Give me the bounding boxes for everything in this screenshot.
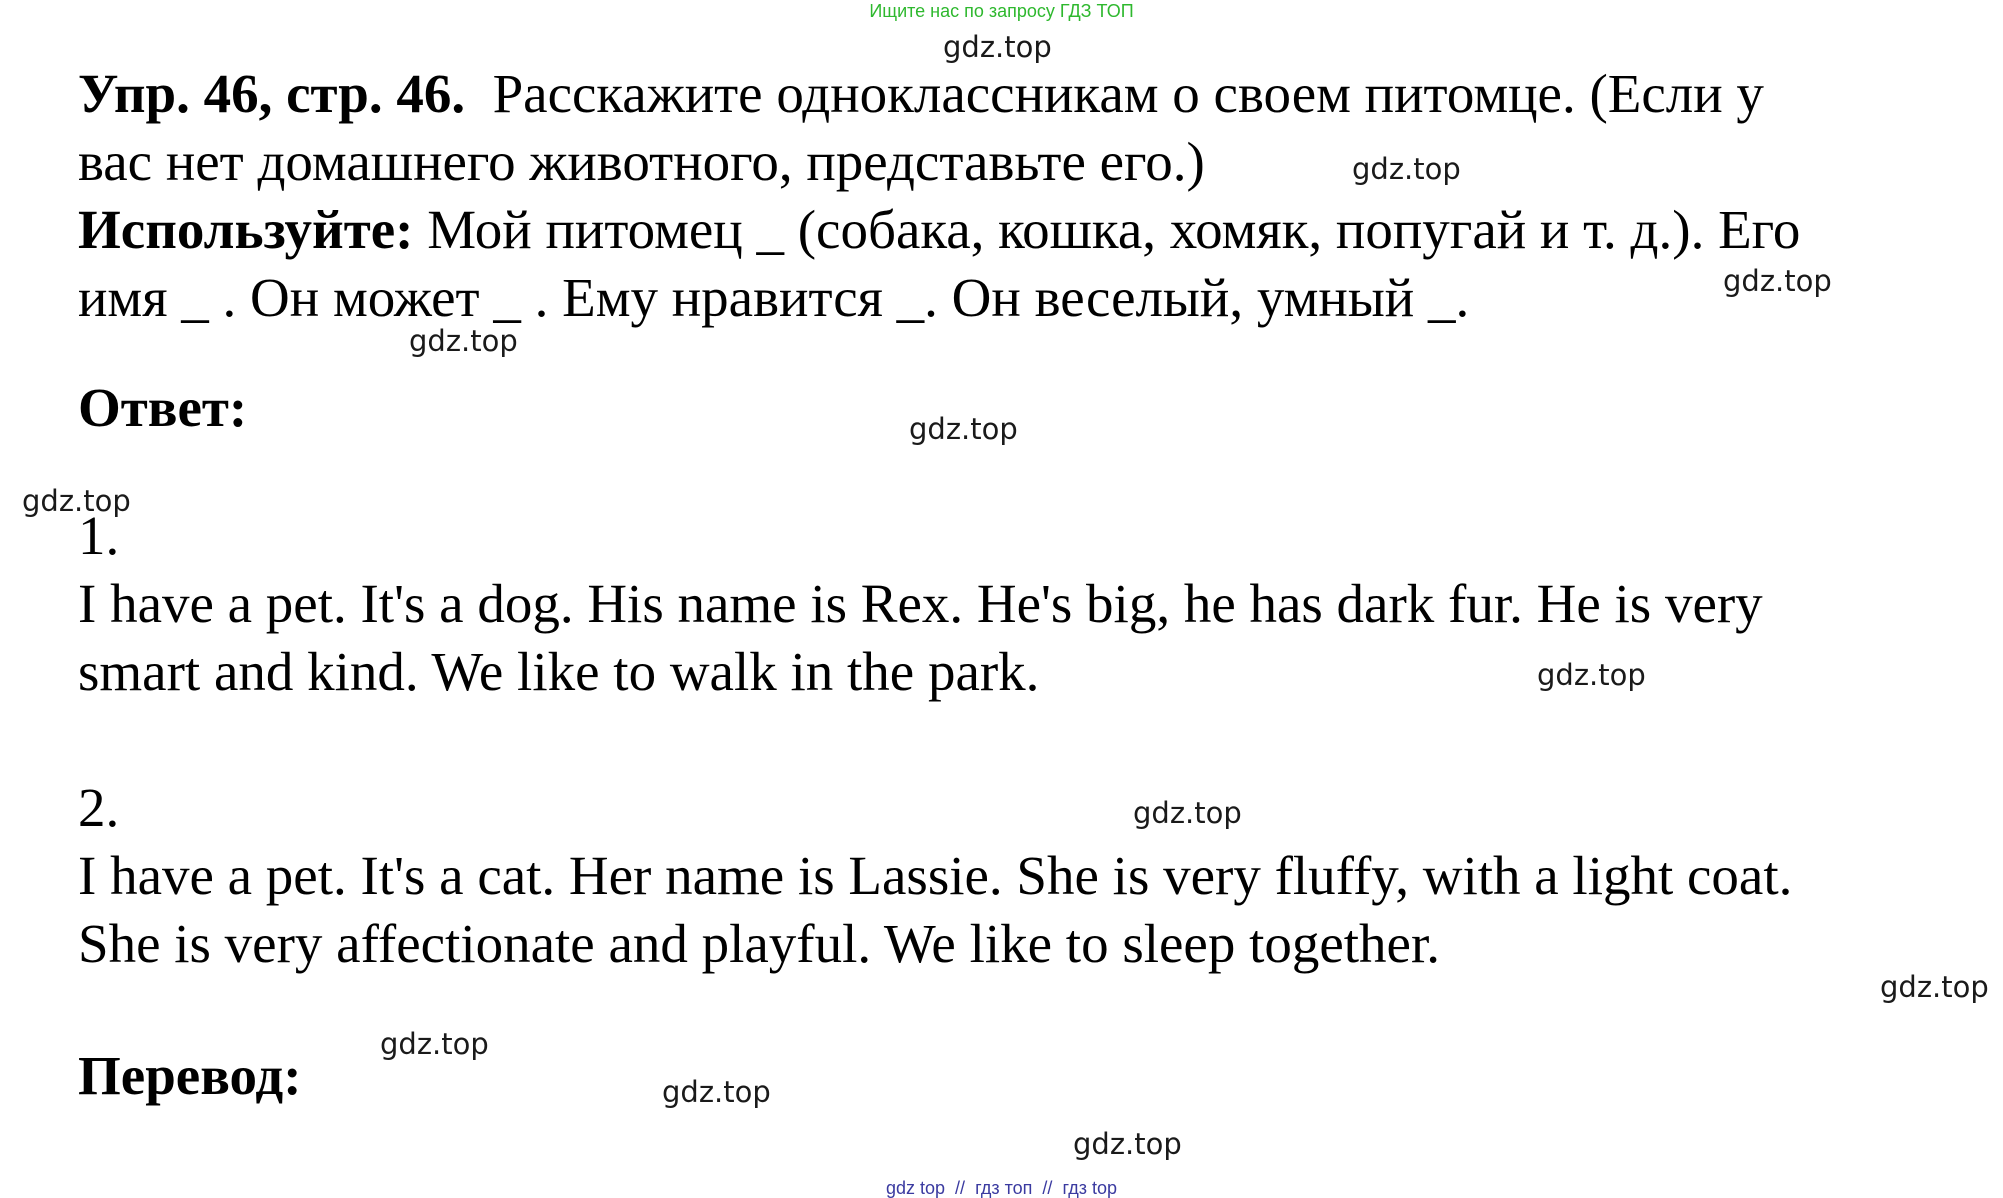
footer-link-2[interactable]: гдз топ: [975, 1178, 1033, 1198]
top-banner[interactable]: Ищите нас по запросу ГДЗ ТОП: [869, 1, 1134, 21]
answer-2-line-2: She is very affectionate and playful. We like to sleep together.: [78, 913, 1441, 974]
use-label: Используйте:: [78, 199, 414, 260]
task-line-1: [78, 60, 1978, 128]
watermark: gdz.top: [943, 30, 1052, 64]
watermark: gdz.top: [1073, 1127, 1182, 1161]
answer-item-2: [78, 774, 1978, 978]
answer-1-line-1: I have a pet. It's a dog. His name is Rex. He's big, he has dark fur. He is very: [78, 573, 1763, 634]
watermark: gdz.top: [1352, 152, 1461, 186]
watermark: gdz.top: [22, 484, 131, 518]
watermark: gdz.top: [1537, 658, 1646, 692]
answer-number-2: 2.: [78, 777, 120, 838]
answer-2-line-1: I have a pet. It's a cat. Her name is Lassie. She is very fluffy, with a light coat.: [78, 845, 1793, 906]
footer-link-3[interactable]: гдз top: [1062, 1178, 1117, 1198]
footer-separator: //: [955, 1178, 966, 1198]
watermark: gdz.top: [1723, 264, 1832, 298]
use-text-1: Мой питомец _ (собака, кошка, хомяк, попугай и т. д.). Его: [427, 199, 1801, 260]
watermark: gdz.top: [1133, 796, 1242, 830]
task-block: [78, 60, 1978, 332]
use-text-2: имя _ . Он может _ . Ему нравится _. Он веселый, умный _.: [78, 267, 1470, 328]
watermark: gdz.top: [1880, 970, 1989, 1004]
answer-number-1: 1.: [78, 505, 120, 566]
task-label: Упр. 46, стр. 46.: [78, 63, 466, 124]
answer-heading: Ответ:: [78, 377, 248, 438]
task-text-2: вас нет домашнего животного, представьте его.): [78, 131, 1205, 192]
watermark: gdz.top: [409, 324, 518, 358]
task-text-1: Расскажите одноклассникам о своем питомце. (Если у: [492, 63, 1764, 124]
answer-item-1: [78, 502, 1978, 706]
footer-link-1[interactable]: gdz top: [885, 1178, 946, 1198]
use-line-1: [78, 196, 1978, 264]
exercise-content: [78, 60, 1978, 1110]
footer-links: [0, 1178, 2003, 1198]
translation-heading: Перевод:: [78, 1045, 302, 1106]
watermark: gdz.top: [909, 412, 1018, 446]
watermark: gdz.top: [662, 1075, 771, 1109]
answer-1-line-2: smart and kind. We like to walk in the park.: [78, 641, 1040, 702]
watermark: gdz.top: [380, 1027, 489, 1061]
footer-separator: //: [1042, 1178, 1053, 1198]
